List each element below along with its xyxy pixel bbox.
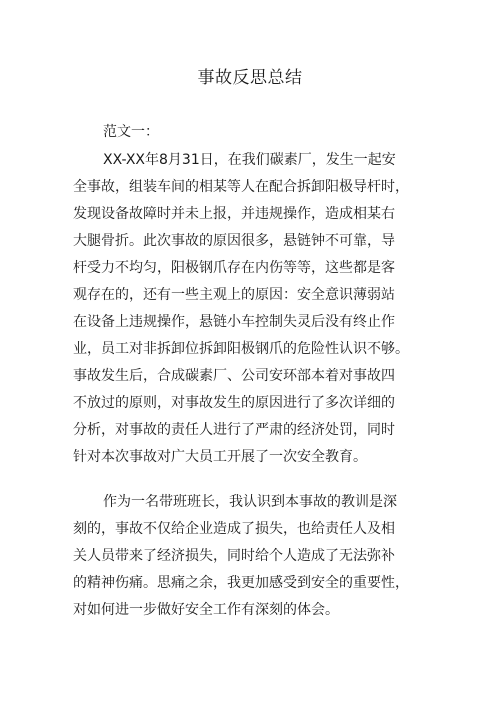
paragraph-2-line: 作为一名带班班长，我认识到本事故的教训是深 (103, 494, 397, 510)
paragraph-1-line: 全事故，组装车间的相某等人在配合拆卸阳极导杆时， (73, 179, 409, 195)
document-subtitle: 范文一： (103, 124, 159, 140)
document-title: 事故反思总结 (197, 68, 303, 88)
paragraph-2-line: 刻的，事故不仅给企业造成了损失，也给责任人及相 (73, 521, 395, 537)
paragraph-1-line: 大腿骨折。此次事故的原因很多，悬链钟不可靠，导 (73, 233, 395, 249)
paragraph-1-line: 杆受力不均匀，阳极钢爪存在内伤等等，这些都是客 (73, 260, 395, 276)
paragraph-1-line: 不放过的原则，对事故发生的原因进行了多次详细的 (73, 395, 395, 411)
paragraph-1-line: 观存在的，还有一些主观上的原因：安全意识薄弱站 (73, 287, 395, 303)
paragraph-1-line: 发现设备故障时并未上报，并违规操作，造成相某右 (73, 206, 395, 222)
paragraph-1-line: 在设备上违规操作，悬链小车控制失灵后没有终止作 (73, 314, 395, 330)
paragraph-2-line: 对如何进一步做好安全工作有深刻的体会。 (73, 602, 339, 618)
paragraph-1-line: 事故发生后，合成碳素厂、公司安环部本着对事故四 (73, 368, 395, 384)
paragraph-1-line: 分析，对事故的责任人进行了严肃的经济处罚，同时 (73, 422, 395, 438)
paragraph-1-line: 针对本次事故对广大员工开展了一次安全教育。 (73, 449, 367, 465)
paragraph-2-line: 的精神伤痛。思痛之余，我更加感受到安全的重要性， (73, 575, 409, 591)
paragraph-1-line: 业，员工对非拆卸位拆卸阳极钢爪的危险性认识不够。 (73, 341, 409, 357)
paragraph-2-line: 关人员带来了经济损失，同时给个人造成了无法弥补 (73, 548, 395, 564)
paragraph-1-line: XX-XX年8月31日，在我们碳素厂，发生一起安 (103, 152, 396, 168)
